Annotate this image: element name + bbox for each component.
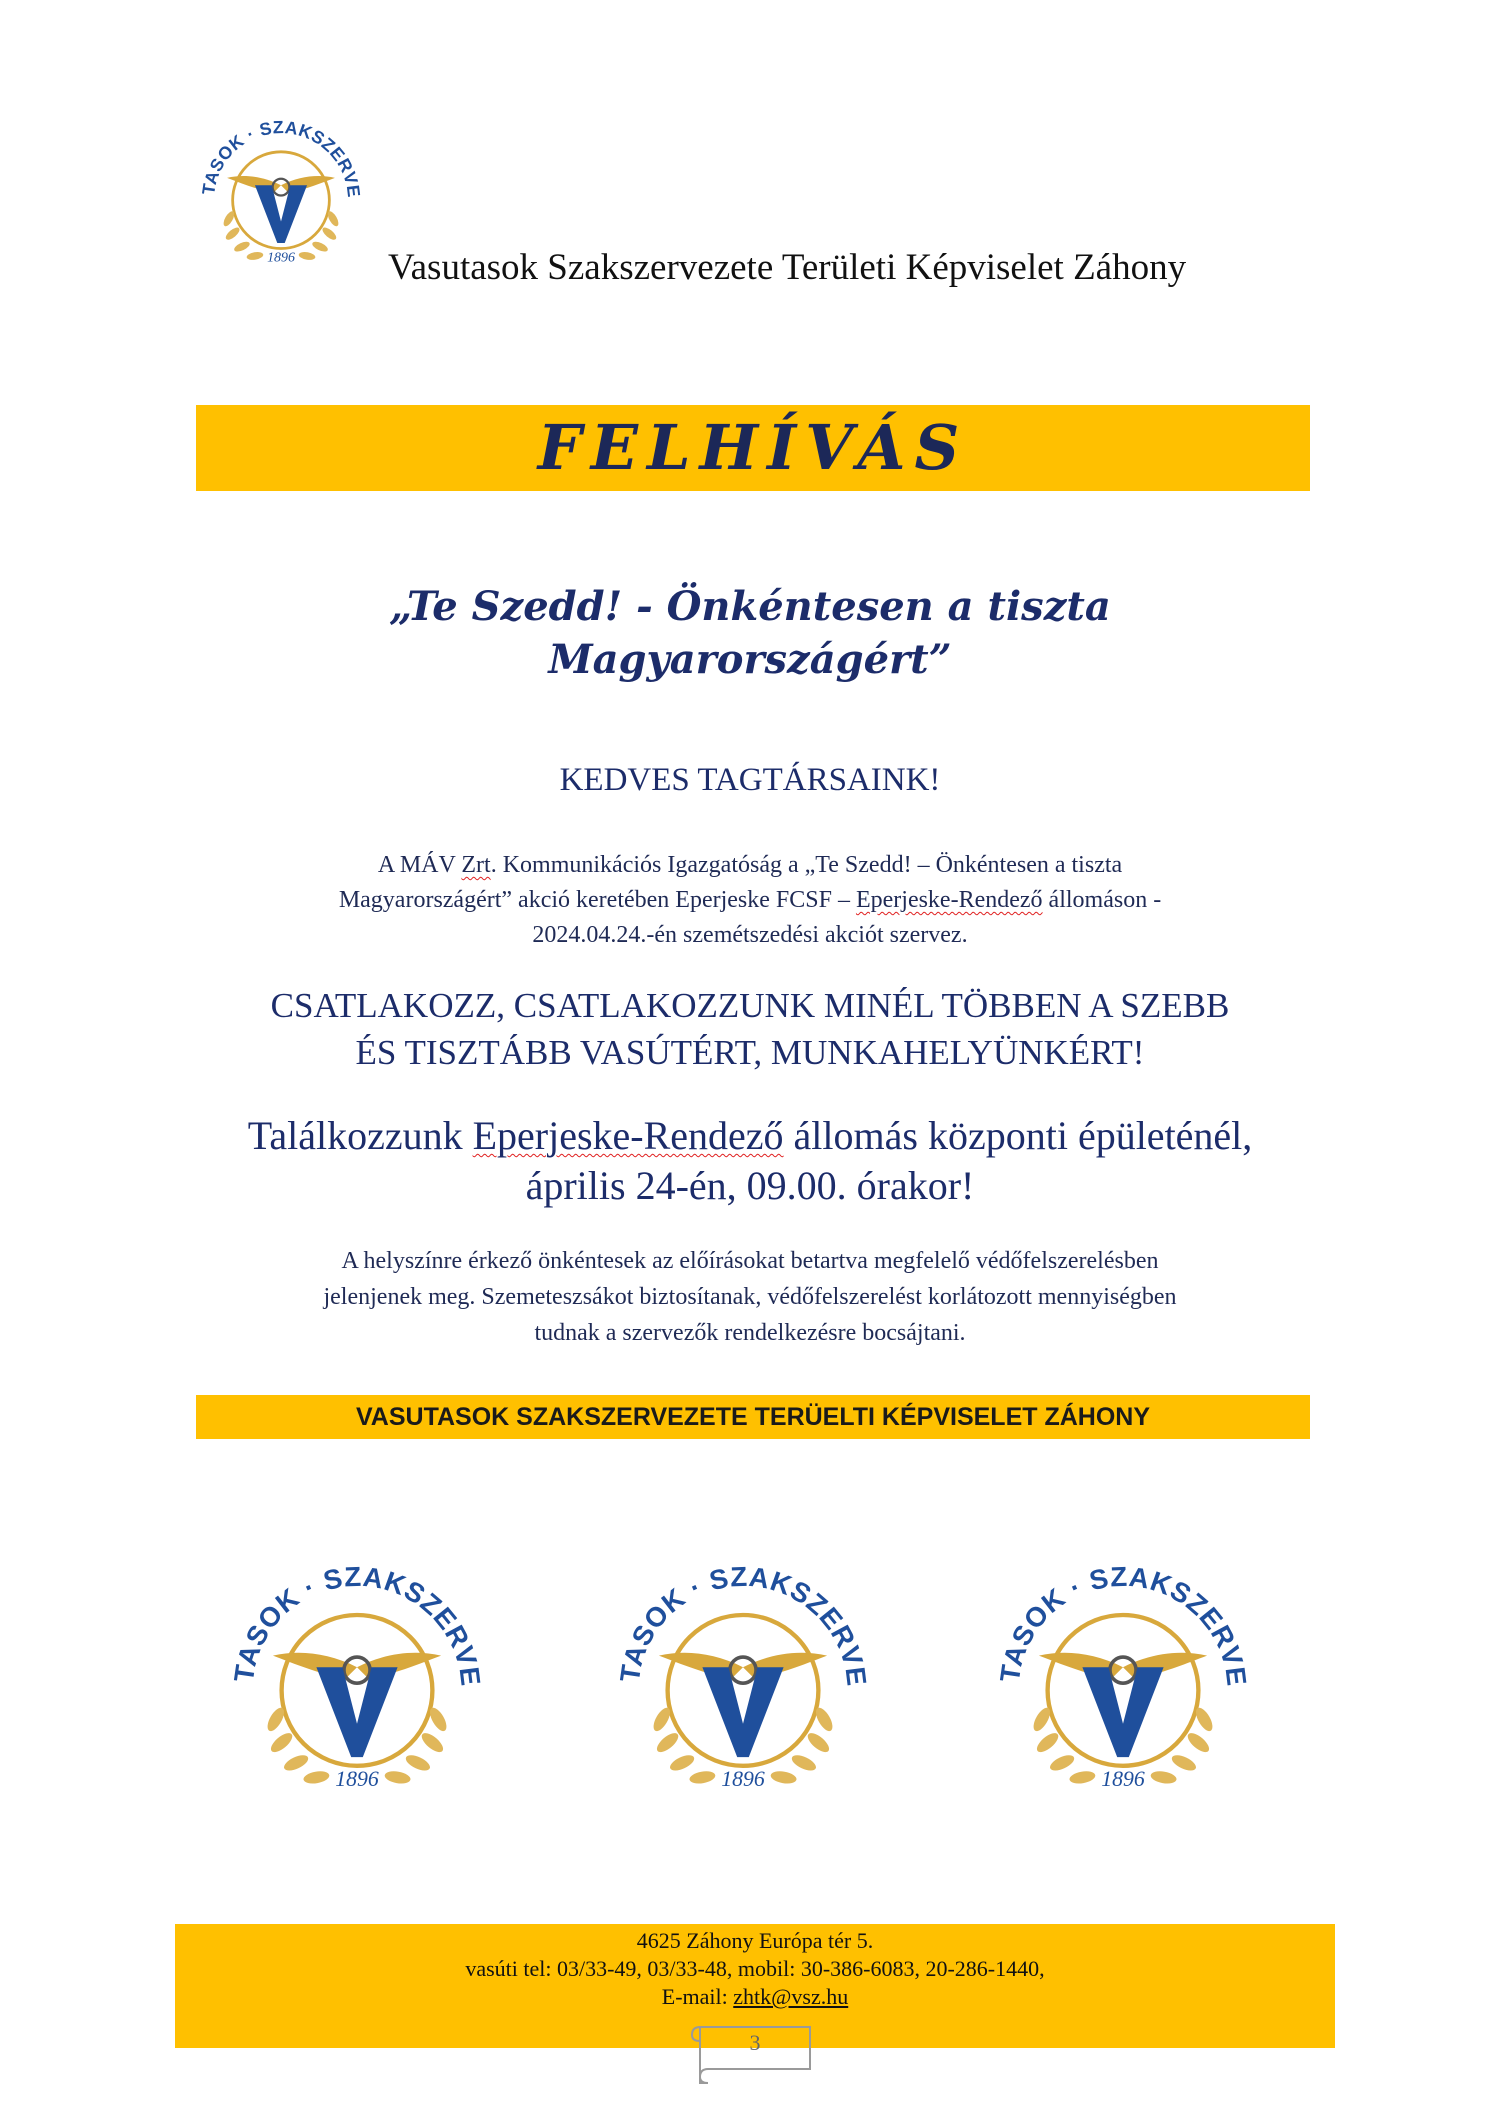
note-line-3: tudnak a szervezők rendelkezésre bocsájtani. xyxy=(534,1320,966,1346)
union-logo-2 xyxy=(598,1528,888,1818)
intro-line-1: A MÁV Zrt. Kommunikációs Igazgatóság a „Te Szedd! – Önkéntesen a tiszta xyxy=(377,852,1123,878)
footer-phones: vasúti tel: 03/33-49, 03/33-48, mobil: 30-386-6083, 20-286-1440, xyxy=(465,1956,1045,1981)
union-logo-3 xyxy=(978,1528,1268,1818)
slogan-line-2: Magyarországért” xyxy=(548,636,952,683)
footer-address: 4625 Záhony Európa tér 5. xyxy=(636,1928,874,1953)
note-line-2: jelenjenek meg. Szemeteszsákot biztosítanak, védőfelszerelést korlátozott mennyiségben xyxy=(323,1284,1177,1310)
footer-email-line: E-mail: zhtk@vsz.hu xyxy=(661,1984,849,2009)
email-link[interactable]: zhtk@vsz.hu xyxy=(733,1984,849,2009)
callout-line-2: ÉS TISZTÁBB VASÚTÉRT, MUNKAHELYÜNKÉRT! xyxy=(355,1033,1145,1072)
union-logo-header xyxy=(188,96,374,282)
note-line-1: A helyszínre érkező önkéntesek az előírásokat betartva megfelelő védőfelszerelésben xyxy=(341,1248,1159,1274)
greeting: KEDVES TAGTÁRSAINK! xyxy=(559,762,941,798)
announcement-title: FELHÍVÁS xyxy=(537,410,969,484)
union-logo-1 xyxy=(212,1528,502,1818)
intro-line-2: Magyarországért” akció keretében Eperjeske FCSF – Eperjeske-Rendező állomáson - xyxy=(338,887,1162,913)
callout-line-1: CSATLAKOZZ, CSATLAKOZZUNK MINÉL TÖBBEN A SZEBB xyxy=(270,986,1230,1025)
signature-text: VASUTASOK SZAKSZERVEZETE TERÜELTI KÉPVISELET ZÁHONY xyxy=(355,1402,1151,1431)
intro-line-3: 2024.04.24.-én szemétszedési akciót szervez. xyxy=(532,922,968,948)
meeting-line-1: Találkozzunk Eperjeske-Rendező állomás központi épületénél, xyxy=(247,1113,1253,1158)
meeting-line-2: április 24-én, 09.00. órakor! xyxy=(525,1163,975,1208)
header-title: Vasutasok Szakszervezete Területi Képviselet Záhony xyxy=(388,247,1187,288)
slogan-line-1: „Te Szedd! - Önkéntesen a tiszta xyxy=(389,583,1111,630)
page-number: 3 xyxy=(749,2030,761,2055)
